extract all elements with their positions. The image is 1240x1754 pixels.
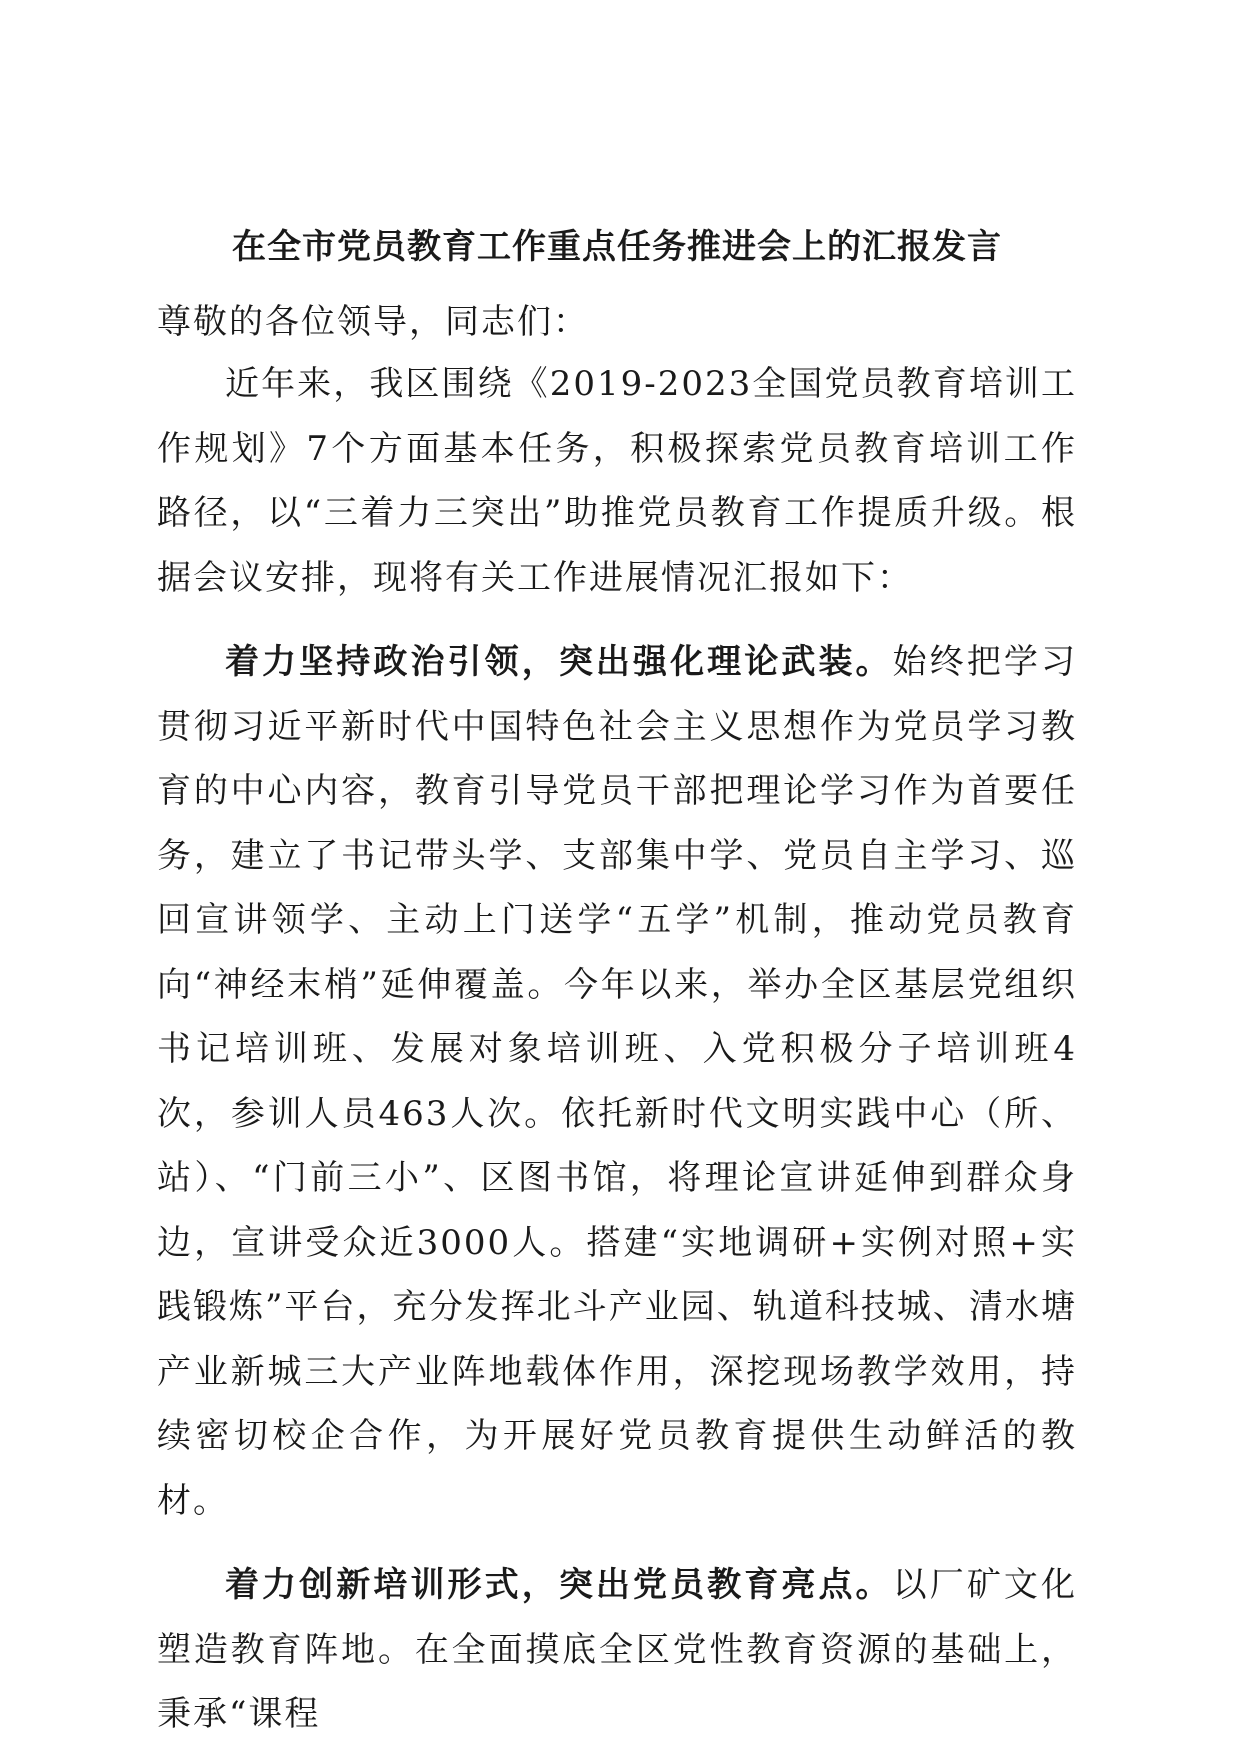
paragraph-spacer <box>157 1533 1077 1553</box>
section-paragraph-1 <box>157 630 1077 1533</box>
section-2-heading: 着力创新培训形式，突出党员教育亮点。 <box>225 1565 893 1605</box>
document-title: 在全市党员教育工作重点任务推进会上的汇报发言 <box>232 227 1002 267</box>
section-1-heading: 着力坚持政治引领，突出强化理论武装。 <box>225 642 893 682</box>
section-paragraph-2 <box>157 1553 1077 1747</box>
salutation: 尊敬的各位领导，同志们： <box>157 302 589 342</box>
document-page <box>157 222 1077 1747</box>
intro-paragraph: 近年来，我区围绕《2019-2023全国党员教育培训工作规划》7个方面基本任务，积极探索党员教育培训工作路径，以“三着力三突出”助推党员教育工作提质升级。根据会议安排，现将有关工作进展情况汇报如下： <box>157 364 1077 598</box>
section-2-body: 以厂矿文化塑造教育阵地。在全面摸底全区党性教育资源的基础上，秉承“课程 <box>157 1565 1078 1734</box>
section-1-body: 始终把学习贯彻习近平新时代中国特色社会主义思想作为党员学习教育的中心内容，教育引导党员干部把理论学习作为首要任务，建立了书记带头学、支部集中学、党员自主学习、巡回宣讲领学、主动上门送学“五学”机制，推动党员教育向“神经末梢”延伸覆盖。今年以来，举办全区基层党组织书记培训班、发展对象培训班、入党积极分子培训班4次，参训人员463人次。依托新时代文明实践中心（所、站）、“门前三小”、区图书馆，将理论宣讲延伸到群众身边，宣讲受众近3000人。搭建“实地调研+实例对照+实践锻炼”平台，充分发挥北斗产业园、轨道科技城、清水塘产业新城三大产业阵地载体作用，深挖现场教学效用，持续密切校企合作，为开展好党员教育提供生动鲜活的教材。 <box>157 642 1078 1521</box>
paragraph-spacer <box>157 610 1077 630</box>
